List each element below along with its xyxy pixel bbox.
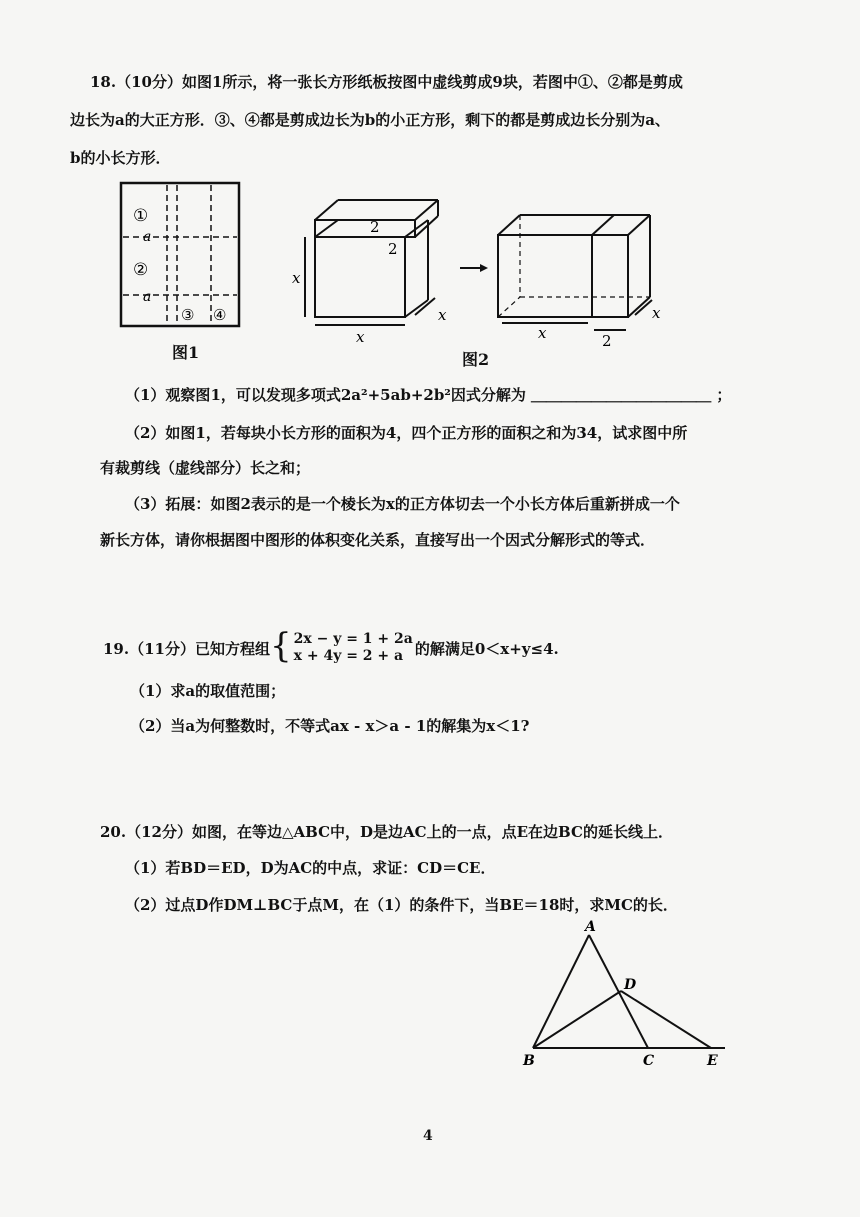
fig1-mark-a1: a xyxy=(143,229,152,245)
figure-2-caption: 图2 xyxy=(462,350,490,369)
q18-line2: 边长为a的大正方形．③、④都是剪成边长为b的小正方形，剩下的都是剪成边长分别为a、 xyxy=(70,111,670,129)
q19-part2: （2）当a为何整数时，不等式ax - x＞a - 1的解集为x＜1? xyxy=(130,717,530,735)
figure-1 xyxy=(115,175,245,335)
q18-line1: 18.（10分）如图1所示，将一张长方形纸板按图中虚线剪成9块，若图中①、②都是剪成 xyxy=(90,73,683,91)
equation-system xyxy=(294,631,413,665)
point-B: B xyxy=(523,1053,535,1069)
point-A: A xyxy=(585,919,596,935)
triangle-figure xyxy=(515,915,735,1075)
q19-prefix: 19.（11分）已知方程组 xyxy=(103,640,270,658)
fig1-mark-4: ④ xyxy=(213,306,227,324)
fig1-mark-1: ① xyxy=(133,206,149,226)
q18-part3-line2: 新长方体，请你根据图中图形的体积变化关系，直接写出一个因式分解形式的等式． xyxy=(100,531,656,549)
fig2-label-2b: 2 xyxy=(388,240,398,258)
fig2-label-x-height: x xyxy=(292,269,301,287)
figure-2 xyxy=(280,180,680,350)
q18-line3: b的小长方形． xyxy=(70,149,171,167)
q19-part1: （1）求a的取值范围； xyxy=(130,682,286,700)
q18-part2-line2: 有裁剪线（虚线部分）长之和； xyxy=(100,459,311,477)
fig2-label-2-right: 2 xyxy=(602,332,612,350)
equation-2: x + 4y = 2 + a xyxy=(293,648,404,664)
fig2-label-x-width: x xyxy=(356,328,365,346)
fig2-label-x-right-width: x xyxy=(538,324,547,342)
fig2-label-2a: 2 xyxy=(370,218,380,236)
q20-stem: 20.（12分）如图，在等边△ABC中，D是边AC上的一点，点E在边BC的延长线上． xyxy=(100,823,673,841)
q20-part1: （1）若BD＝ED，D为AC的中点，求证：CD＝CE． xyxy=(125,859,496,877)
q18-part3-line1: （3）拓展：如图2表示的是一个棱长为x的正方体切去一个小长方体后重新拼成一个 xyxy=(125,495,680,513)
point-E: E xyxy=(707,1053,718,1069)
point-D: D xyxy=(624,977,637,993)
fig2-label-x-right-depth: x xyxy=(652,304,661,322)
q19-stem xyxy=(103,626,559,668)
figure-1-caption: 图1 xyxy=(172,343,200,362)
system-brace: { xyxy=(269,626,292,666)
point-C: C xyxy=(643,1053,655,1069)
equation-1: 2x − y = 1 + 2a xyxy=(293,631,413,647)
q18-part2-line1: （2）如图1，若每块小长方形的面积为4，四个正方形的面积之和为34，试求图中所 xyxy=(125,424,688,442)
fig1-mark-a2: a xyxy=(143,289,152,305)
fig1-mark-3: ③ xyxy=(181,306,195,324)
page-number: 4 xyxy=(423,1128,433,1144)
fig1-mark-2: ② xyxy=(133,260,149,280)
fig2-label-x-depth: x xyxy=(438,306,447,324)
q18-part1: （1）观察图1，可以发现多项式2a²+5ab+2b²因式分解为 ＿＿＿＿＿＿＿＿＿＿＿＿ ； xyxy=(125,386,732,404)
q20-part2: （2）过点D作DM⊥BC于点M，在（1）的条件下，当BE＝18时，求MC的长． xyxy=(125,896,678,914)
q19-suffix: 的解满足0＜x+y≤4. xyxy=(414,640,559,658)
